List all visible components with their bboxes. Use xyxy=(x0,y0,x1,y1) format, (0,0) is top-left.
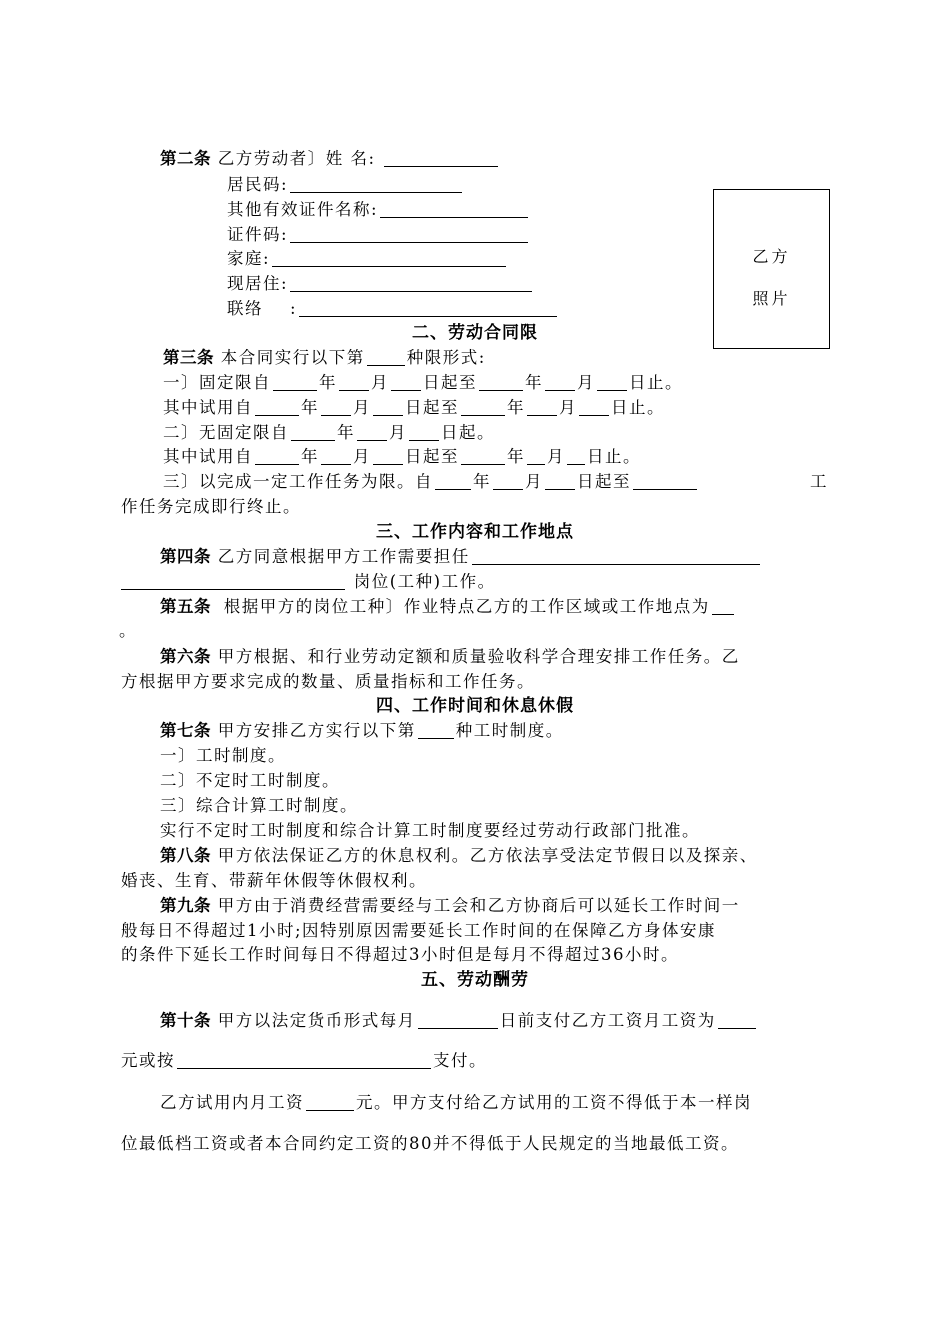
fixed-term-line xyxy=(163,371,683,395)
text: 种工时制度。 xyxy=(455,721,564,740)
article-label: 第四条 xyxy=(160,547,211,566)
text: 甲方根据、和行业劳动定额和质量验收科学合理安排工作任务。乙 xyxy=(217,647,740,666)
text: 月 xyxy=(353,447,371,466)
article-3-line xyxy=(163,346,486,370)
blank[interactable] xyxy=(461,398,505,416)
text: 日起至 xyxy=(405,447,459,466)
task-term-line-2: 作任务完成即行终止。 xyxy=(121,497,301,516)
residence-blank[interactable] xyxy=(290,274,532,292)
article-10-line-2 xyxy=(121,1049,487,1073)
contact-label: 联络 : xyxy=(227,299,298,318)
text: 其中试用自 xyxy=(163,398,253,417)
text: 一〕固定限自 xyxy=(163,373,271,392)
cert-line xyxy=(227,223,530,247)
text: 月 xyxy=(525,472,543,491)
hours-note: 实行不定时工时制度和综合计算工时制度要经过劳动行政部门批准。 xyxy=(160,821,700,840)
id-line xyxy=(227,173,464,197)
photo-label-2: 照片 xyxy=(752,289,791,308)
text: 二〕无固定限自 xyxy=(163,423,289,442)
text: 日起至 xyxy=(405,398,459,417)
blank[interactable] xyxy=(409,423,439,441)
name-label: 乙方劳动者〕姓 名: xyxy=(217,149,376,168)
blank[interactable] xyxy=(339,373,369,391)
blank[interactable] xyxy=(273,373,317,391)
blank[interactable] xyxy=(527,447,545,465)
article-5-line-2: 。 xyxy=(119,621,137,640)
text: 其中试用自 xyxy=(163,447,253,466)
photo-label-1: 乙方 xyxy=(752,247,791,266)
open-probation-line xyxy=(163,445,641,469)
text: 年 xyxy=(319,373,337,392)
blank[interactable] xyxy=(321,447,351,465)
section-heading-4: 四、工作时间和休息休假 xyxy=(376,696,574,716)
article-label: 第十条 xyxy=(160,1011,211,1030)
id-label: 居民码: xyxy=(227,175,289,194)
text: 年 xyxy=(473,472,491,491)
position-blank[interactable] xyxy=(472,547,760,565)
name-blank[interactable] xyxy=(384,149,498,167)
text: 支付。 xyxy=(433,1051,487,1070)
other-id-label: 其他有效证件名称: xyxy=(227,200,379,219)
text: 甲方依法保证乙方的休息权利。乙方依法享受法定节假日以及探亲、 xyxy=(217,846,758,865)
type-blank[interactable] xyxy=(367,348,405,366)
article-8-line-2: 婚丧、生育、带薪年休假等休假权利。 xyxy=(121,871,427,890)
pay-method-blank[interactable] xyxy=(177,1051,431,1069)
article-label: 第六条 xyxy=(160,647,211,666)
text: 本合同实行以下第 xyxy=(220,348,365,367)
text: 日起。 xyxy=(441,423,495,442)
text: 日前支付乙方工资月工资为 xyxy=(499,1011,716,1030)
pay-day-blank[interactable] xyxy=(418,1011,498,1029)
text: 根据甲方的岗位工种〕作业特点乙方的工作区域或工作地点为 xyxy=(223,597,710,616)
article-label: 第九条 xyxy=(160,896,211,915)
other-id-blank[interactable] xyxy=(380,200,528,218)
residence-line xyxy=(227,272,534,296)
blank[interactable] xyxy=(579,398,609,416)
blank[interactable] xyxy=(597,373,627,391)
text: 日止。 xyxy=(629,373,683,392)
article-9-line-3: 的条件下延长工作时间每日不得超过3小时但是每月不得超过36小时。 xyxy=(121,945,679,964)
article-label: 第五条 xyxy=(160,597,211,616)
article-7-line xyxy=(160,719,564,743)
article-5-line xyxy=(160,595,736,619)
article-6-line-2: 方根据甲方要求完成的数量、质量指标和工作任务。 xyxy=(121,672,535,691)
blank[interactable] xyxy=(373,447,403,465)
text: 年 xyxy=(301,398,319,417)
text: 月 xyxy=(559,398,577,417)
text: 乙方同意根据甲方工作需要担任 xyxy=(217,547,470,566)
blank[interactable] xyxy=(255,398,299,416)
salary-blank[interactable] xyxy=(718,1011,756,1029)
text: 种限形式: xyxy=(406,348,486,367)
text: 年 xyxy=(301,447,319,466)
blank[interactable] xyxy=(357,423,387,441)
fixed-probation-line xyxy=(163,396,665,420)
hours-item: 一〕工时制度。 xyxy=(160,746,286,765)
text: 月 xyxy=(577,373,595,392)
blank[interactable] xyxy=(321,398,351,416)
text: 甲方安排乙方实行以下第 xyxy=(217,721,416,740)
text: 年 xyxy=(507,447,525,466)
blank[interactable] xyxy=(291,423,335,441)
text: 元。甲方支付给乙方试用的工资不得低于本一样岗 xyxy=(356,1093,752,1112)
article-label: 第三条 xyxy=(163,348,214,367)
text: 乙方试用内月工资 xyxy=(160,1093,304,1112)
text: 岗位(工种)工作。 xyxy=(353,572,496,591)
other-id-line xyxy=(227,198,530,222)
blank[interactable] xyxy=(493,472,523,490)
article-8-line xyxy=(160,844,758,868)
location-blank[interactable] xyxy=(712,597,734,615)
blank[interactable] xyxy=(435,472,471,490)
contact-line xyxy=(227,297,559,321)
task-term-line xyxy=(163,470,699,494)
text: 年 xyxy=(337,423,355,442)
blank[interactable] xyxy=(527,398,557,416)
text: 甲方由于消费经营需要经与工会和乙方协商后可以延长工作时间一 xyxy=(217,896,740,915)
blank[interactable] xyxy=(545,472,575,490)
text: 年 xyxy=(525,373,543,392)
residence-label: 现居住: xyxy=(227,274,289,293)
hours-item: 二〕不定时工时制度。 xyxy=(160,771,340,790)
article-4-line xyxy=(160,545,762,569)
cert-blank[interactable] xyxy=(290,225,528,243)
home-line xyxy=(227,247,508,271)
open-term-line xyxy=(163,421,495,445)
blank[interactable] xyxy=(373,398,403,416)
section-heading-5: 五、劳动酬劳 xyxy=(421,970,529,990)
blank[interactable] xyxy=(567,447,585,465)
article-label: 第七条 xyxy=(160,721,211,740)
blank[interactable] xyxy=(633,472,697,490)
text: 月 xyxy=(547,447,565,466)
position-blank-2[interactable] xyxy=(121,572,345,590)
blank[interactable] xyxy=(545,373,575,391)
hours-item: 三〕综合计算工时制度。 xyxy=(160,796,358,815)
text: 月 xyxy=(371,373,389,392)
article-6-line xyxy=(160,645,740,669)
article-10-line xyxy=(160,1009,758,1033)
id-blank[interactable] xyxy=(290,175,462,193)
text: 三〕以完成一定工作任务为限。自 xyxy=(163,472,433,491)
task-term-tail: 工 xyxy=(810,472,828,491)
text: 元或按 xyxy=(121,1051,175,1070)
text: 月 xyxy=(353,398,371,417)
section-heading-2: 二、劳动合同限 xyxy=(412,323,538,343)
section-heading-3: 三、工作内容和工作地点 xyxy=(376,522,574,542)
home-blank[interactable] xyxy=(272,249,506,267)
text: 日止。 xyxy=(611,398,665,417)
probation-pay-blank[interactable] xyxy=(306,1093,354,1111)
blank[interactable] xyxy=(255,447,299,465)
text: 日止。 xyxy=(587,447,641,466)
article-2-line xyxy=(160,147,500,171)
blank[interactable] xyxy=(461,447,505,465)
text: 日起至 xyxy=(423,373,477,392)
hours-blank[interactable] xyxy=(418,721,454,739)
article-9-line xyxy=(160,894,740,918)
probation-pay-line-2: 位最低档工资或者本合同约定工资的80并不得低于人民规定的当地最低工资。 xyxy=(121,1134,739,1153)
article-label: 第八条 xyxy=(160,846,211,865)
cert-label: 证件码: xyxy=(227,225,289,244)
blank[interactable] xyxy=(391,373,421,391)
text: 日起至 xyxy=(577,472,631,491)
blank[interactable] xyxy=(479,373,523,391)
contact-blank[interactable] xyxy=(299,299,557,317)
article-4-line-2 xyxy=(121,570,496,594)
text: 年 xyxy=(507,398,525,417)
home-label: 家庭: xyxy=(227,249,271,268)
probation-pay-line xyxy=(160,1091,752,1115)
text: 甲方以法定货币形式每月 xyxy=(217,1011,416,1030)
article-9-line-2: 般每日不得超过1小时;因特别原因需要延长工作时间的在保障乙方身体安康 xyxy=(121,921,717,940)
article-label: 第二条 xyxy=(160,149,211,168)
text: 月 xyxy=(389,423,407,442)
